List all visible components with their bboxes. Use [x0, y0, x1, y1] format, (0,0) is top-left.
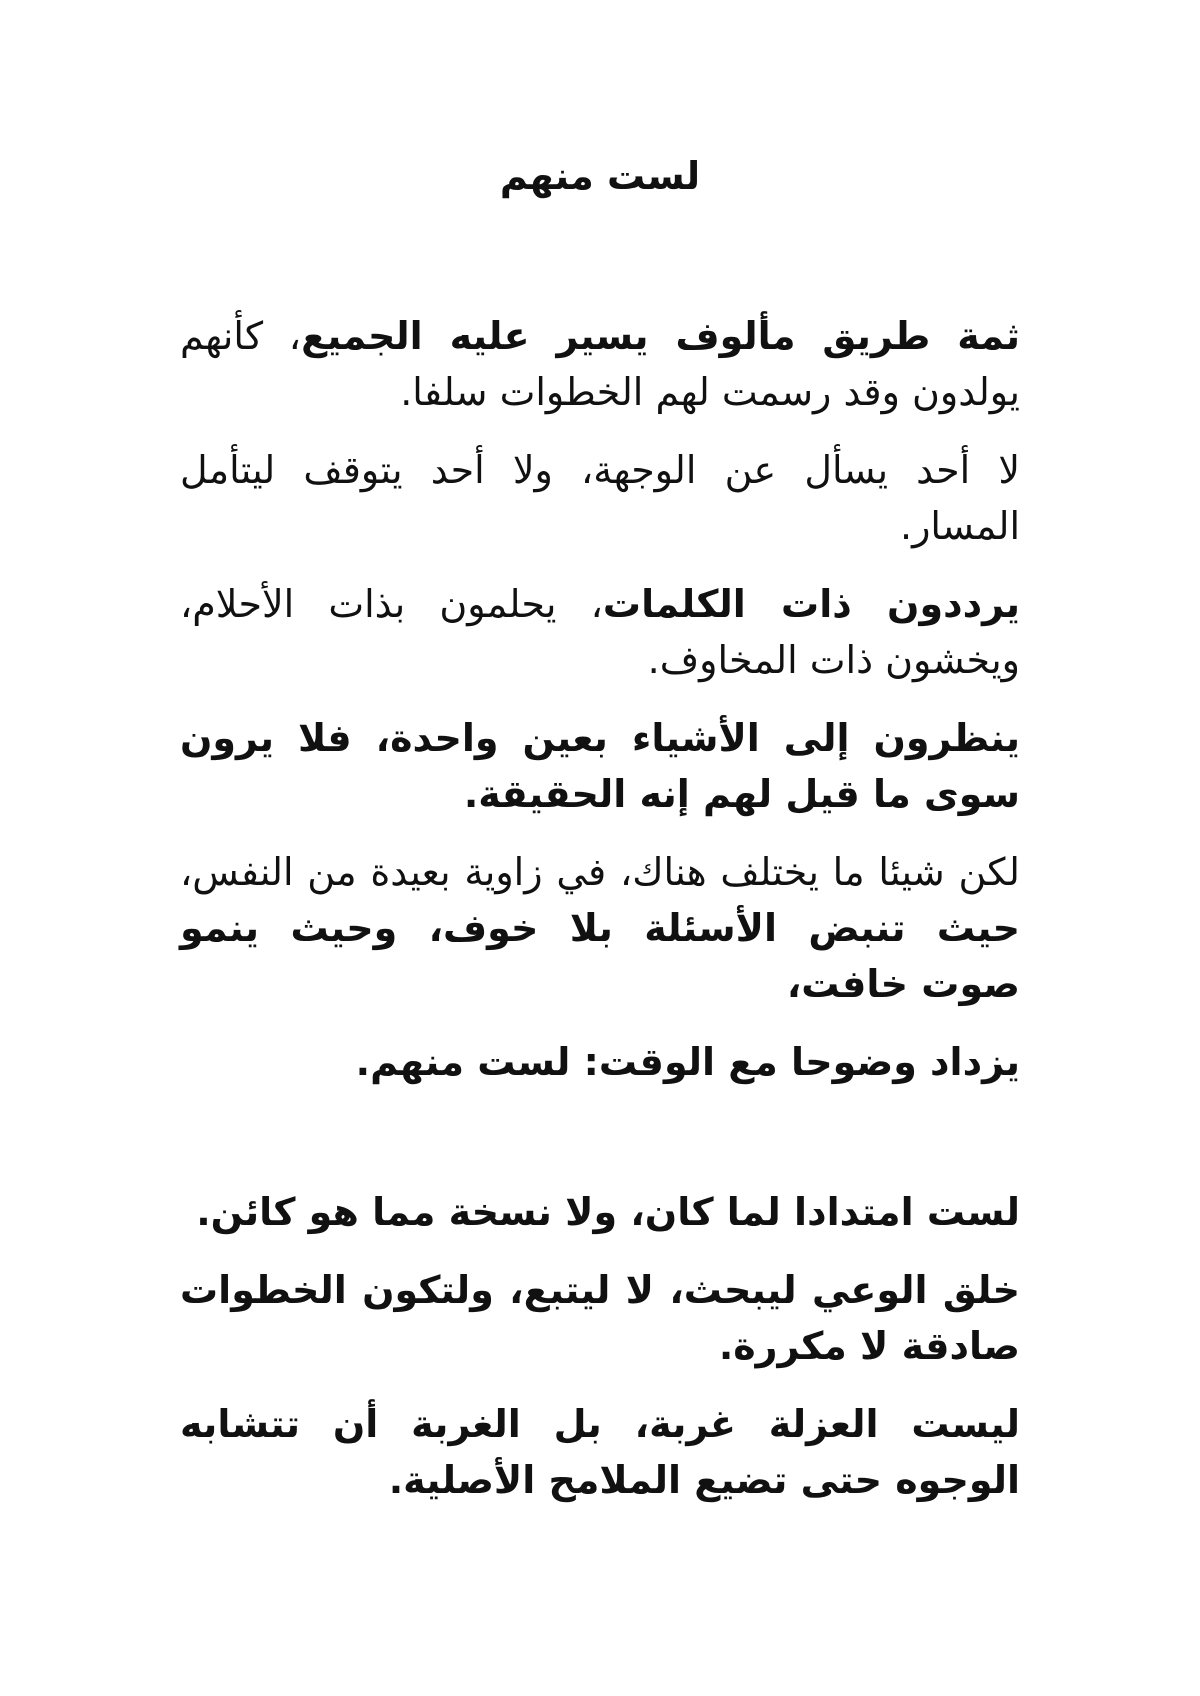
- paragraph-6: يزداد وضوحا مع الوقت: لست منهم.: [355, 1040, 1020, 1084]
- paragraph-5: [180, 844, 1020, 1012]
- paragraph-9: ليست العزلة غربة، بل الغربة أن تتشابه الوجوه حتى تضيع الملامح الأصلية.: [180, 1402, 1020, 1502]
- paragraph-4: ينظرون إلى الأشياء بعين واحدة، فلا يرون سوى ما قيل لهم إنه الحقيقة.: [180, 716, 1020, 816]
- paragraph-5-normal: لكن شيئا ما يختلف هناك، في زاوية بعيدة من النفس،: [180, 850, 1020, 894]
- paragraph-3-rest: ، يحلمون بذات الأحلام، ويخشون ذات المخاوف.: [180, 582, 1020, 682]
- document-body: [180, 308, 1020, 1530]
- paragraph-3-bold: يرددون ذات الكلمات: [602, 582, 1021, 626]
- paragraph-1: [180, 308, 1020, 420]
- paragraph-8: خلق الوعي ليبحث، لا ليتبع، ولتكون الخطوات صادقة لا مكررة.: [180, 1268, 1020, 1368]
- paragraph-7: لست امتدادا لما كان، ولا نسخة مما هو كائن.: [196, 1190, 1020, 1234]
- section-gap: [180, 1112, 1020, 1184]
- page-title: لست منهم: [499, 154, 701, 198]
- paragraph-2: لا أحد يسأل عن الوجهة، ولا أحد يتوقف ليتأمل المسار.: [180, 448, 1020, 548]
- paragraph-3: [180, 576, 1020, 688]
- paragraph-1-bold: ثمة طريق مألوف يسير عليه الجميع: [301, 314, 1020, 358]
- paragraph-1-rest: ، كأنهم يولدون وقد رسمت لهم الخطوات سلفا.: [180, 314, 1020, 414]
- paragraph-5-bold: حيث تنبض الأسئلة بلا خوف، وحيث ينمو صوت خافت،: [180, 906, 1020, 1006]
